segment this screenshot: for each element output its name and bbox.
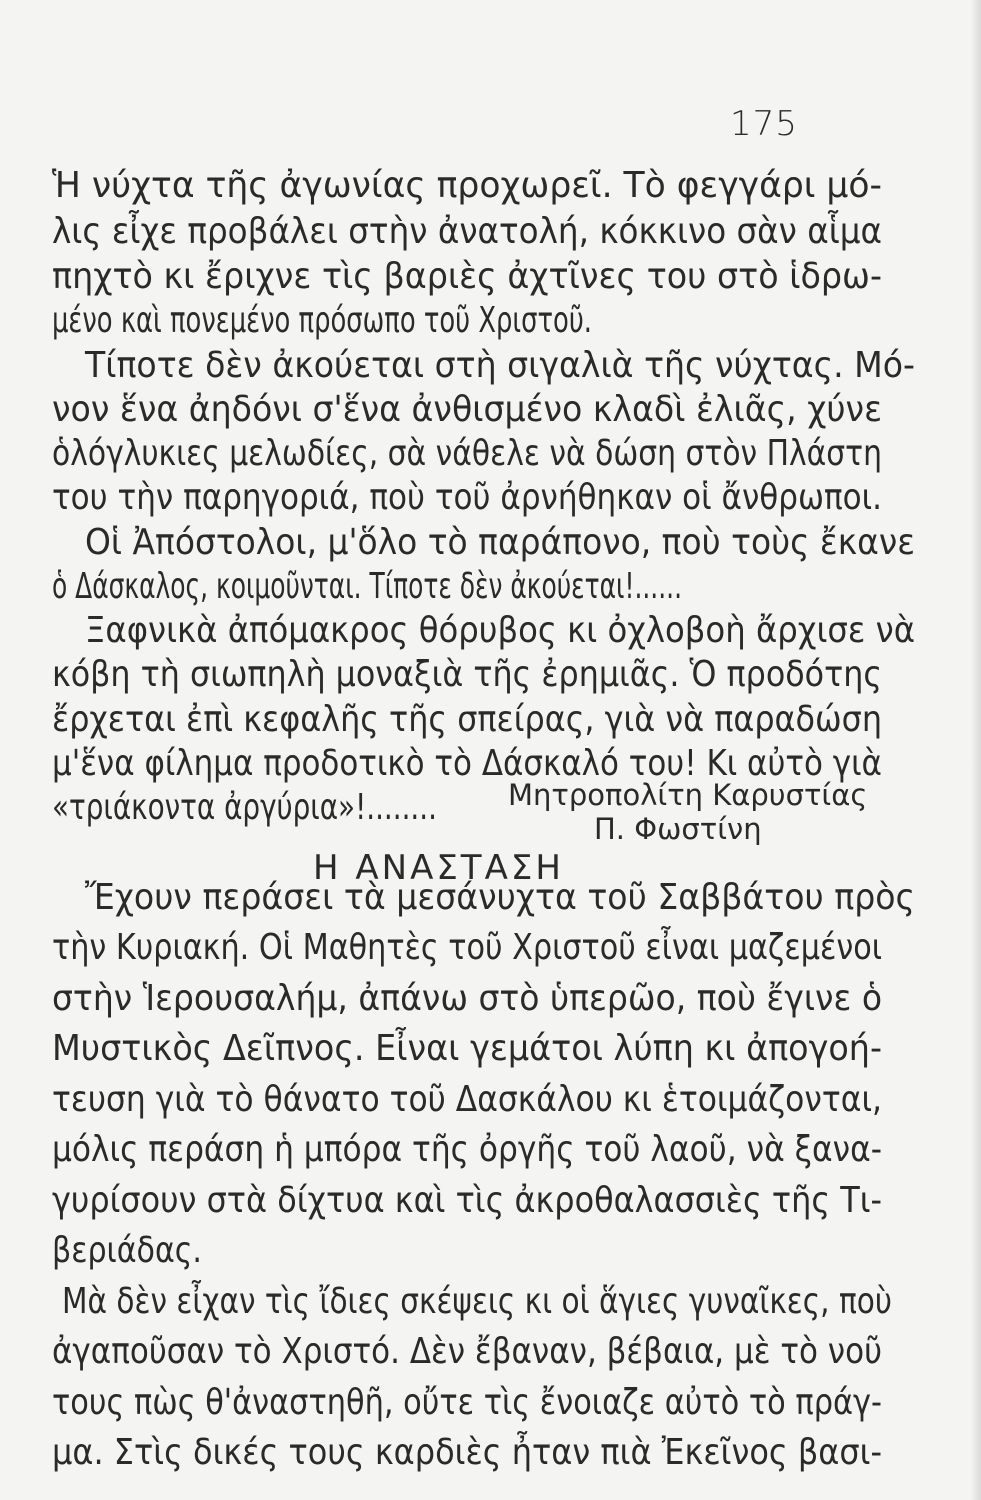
resurrection-text-line: στὴν Ἱερουσαλήμ, ἀπάνω στὸ ὑπερῶο, ποὺ ἔγινε ὁ (52, 978, 883, 1019)
resurrection-text-line: Ἔχουν περάσει τὰ μεσάνυχτα τοῦ Σαββάτου πρὸς (85, 877, 916, 918)
passion-text-line: Τίποτε δὲν ἀκούεται στὴ σιγαλιὰ τῆς νύχτας. Μό- (85, 345, 916, 386)
resurrection-text-line: μόλις περάση ἡ μπόρα τῆς ὀργῆς τοῦ λαοῦ, νὰ ξανα- (52, 1129, 882, 1170)
page-edge (971, 0, 981, 1500)
resurrection-text-line: τὴν Κυριακή. Οἱ Μαθητὲς τοῦ Χριστοῦ εἶναι μαζεμένοι (52, 927, 883, 968)
resurrection-text-line: ἀγαποῦσαν τὸ Χριστό. Δὲν ἔβαναν, βέβαια, μὲ τὸ νοῦ (52, 1331, 883, 1372)
passion-text-line: λις εἶχε προβάλει στὴν ἀνατολή, κόκκινο σὰν αἷμα (52, 211, 883, 252)
passion-text-line: νον ἕνα ἀηδόνι σ'ἕνα ἀνθισμένο κλαδὶ ἐλιᾶς, χύνε (52, 389, 883, 430)
passion-text-line: μένο καὶ πονεμένο πρόσωπο τοῦ Χριστοῦ. (52, 300, 593, 341)
passion-text-line: «τριάκοντα ἀργύρια»!........ (52, 787, 437, 828)
page-number: 175 (730, 104, 798, 144)
resurrection-text-line: Μυστικὸς Δεῖπνος. Εἶναι γεμάτοι λύπη κι ἀπογοή- (52, 1028, 882, 1069)
passion-text-line: μ'ἕνα φίλημα προδοτικὸ τὸ Δάσκαλό του! Κι αὐτὸ γιὰ (52, 743, 882, 784)
passion-text-line: ἔρχεται ἐπὶ κεφαλῆς τῆς σπείρας, γιὰ νὰ παραδώση (52, 699, 883, 740)
passion-text-line: Ἡ νύχτα τῆς ἀγωνίας προχωρεῖ. Τὸ φεγγάρι μό- (52, 165, 883, 206)
passion-text-line: κόβη τὴ σιωπηλὴ μοναξιὰ τῆς ἐρημιᾶς. Ὁ προδότης (52, 654, 882, 695)
resurrection-text-line: μα. Στὶς δικές τους καρδιὲς ἦταν πιὰ Ἐκεῖνος βασι- (52, 1432, 883, 1473)
resurrection-text-line: τευση γιὰ τὸ θάνατο τοῦ Δασκάλου κι ἑτοιμάζονται, (52, 1079, 883, 1120)
section-title: Η ΑΝΑΣΤΑΣΗ (313, 848, 564, 888)
passion-text-line: Οἱ Ἀπόστολοι, μ'ὅλο τὸ παράπονο, ποὺ τοὺς ἔκανε (85, 522, 916, 563)
passion-text-line: ὁ Δάσκαλος, κοιμοῦνται. Τίποτε δὲν ἀκούεται!...... (52, 566, 682, 607)
passion-text-line: ὁλόγλυκιες μελωδίες, σὰ νάθελε νὰ δώση στὸν Πλάστη (52, 433, 883, 474)
resurrection-text-line: τους πὼς θ'ἀναστηθῆ, οὔτε τὶς ἔνοιαζε αὐτὸ τὸ πράγ- (52, 1382, 882, 1423)
passion-text-line: του τὴν παρηγοριά, ποὺ τοῦ ἀρνήθηκαν οἱ ἄνθρωποι. (52, 477, 883, 518)
passion-text-line: Ξαφνικὰ ἀπόμακρος θόρυβος κι ὀχλοβοὴ ἄρχισε νὰ (85, 610, 916, 651)
passion-text-line: πηχτὸ κι ἔριχνε τὶς βαριὲς ἀχτῖνες του στὸ ἱδρω- (52, 256, 882, 297)
resurrection-text-line: βεριάδας. (52, 1230, 202, 1271)
resurrection-text-line: Μὰ δὲν εἶχαν τὶς ἴδιες σκέψεις κι οἱ ἅγιες γυναῖκες, ποὺ (62, 1281, 892, 1322)
resurrection-text-line: γυρίσουν στὰ δίχτυα καὶ τὶς ἀκροθαλασσιὲς τῆς Τι- (52, 1180, 883, 1221)
author-signature-line-1: Μητροπολίτη Καρυστίας (508, 778, 868, 812)
author-signature-line-2: Π. Φωστίνη (594, 812, 762, 846)
